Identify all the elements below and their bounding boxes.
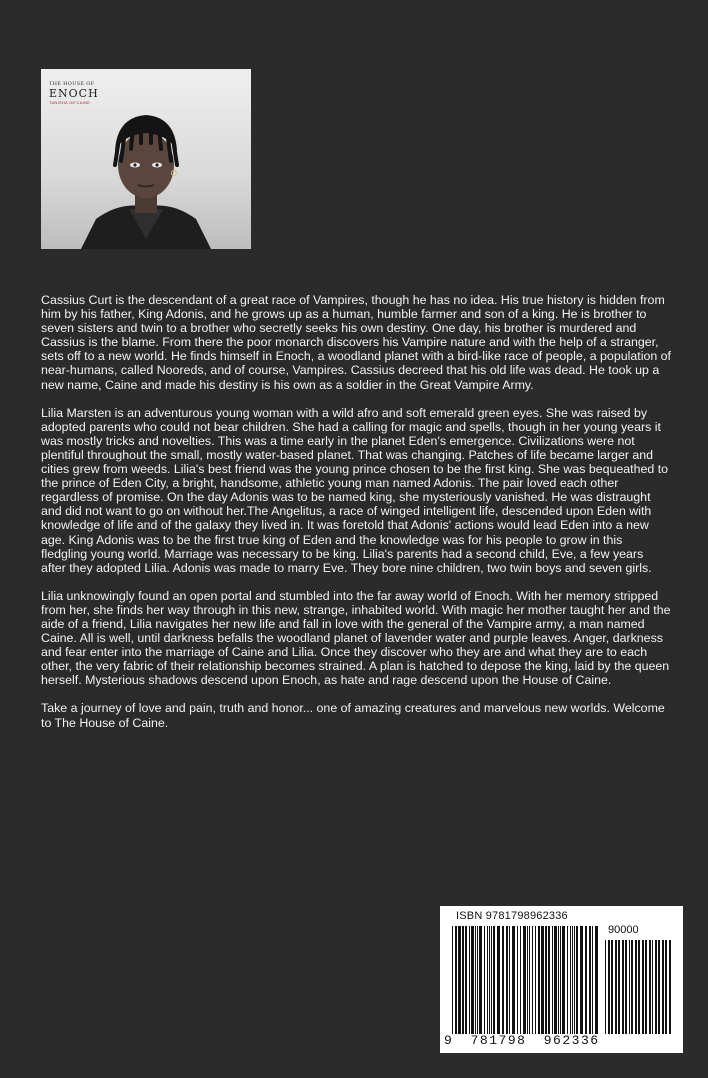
blurb-paragraph: Cassius Curt is the descendant of a great race of Vampires, though he has no idea. His true history is hidden from him by his father, King Adonis, and he grows up as a human, humble farmer and son of a king. He is brother to seven sisters and twin to a brother who secretly seeks his own destiny. One day, his brother is murdered and Cassius is the blame. From there the poor monarch discovers his Vampire nature and with the help of a stranger, sets off to a new world. He finds himself in Enoch, a woodland planet with a bird-like race of people, a population of near-humans, called Nooreds, and of course, Vampires. Cassius decreed that his old life was dead. He took up a new name, Caine and made his destiny is his own as a soldier in the Great Vampire Army. (41, 293, 671, 392)
cover-author: TANISHA DE'CAINE (49, 100, 91, 105)
book-blurb (41, 293, 671, 744)
barcode-digits (444, 1033, 608, 1048)
cover-series-line: THE HOUSE OF (49, 81, 95, 87)
price-code: 90000 (608, 924, 639, 936)
blurb-paragraph: Take a journey of love and pain, truth and honor... one of amazing creatures and marvelous new worlds. Welcome to The House of Caine. (41, 701, 665, 730)
cover-thumbnail (41, 69, 251, 249)
isbn-label: ISBN 9781798962336 (456, 910, 568, 922)
barcode-digit-group: 781798 (470, 1033, 527, 1048)
barcode-digit-group: 9 (444, 1033, 454, 1048)
barcode-digit-group: 962336 (543, 1033, 600, 1048)
blurb-paragraph: Lilia Marsten is an adventurous young woman with a wild afro and soft emerald green eyes. She was raised by adopted parents who could not bear children. She had a calling for magic and spells, though in her young years it was mostly tricks and novelties. This was a time early in the planet Eden's emergence. Civilizations were not plentiful throughout the small, mostly water-based planet. That was changing. Patches of life became larger and cities grew from weeds. Lilia's best friend was the young prince chosen to be the first king. She was bequeathed to the prince of Eden City, a bright, handsome, athletic young man named Adonis. The pair loved each other regardless of promise. On the day Adonis was to be named king, she mysteriously vanished. He was distraught and did not want to go on without her.The Angelitus, a race of winged intelligent life, descended upon Eden with knowledge of life and of the galaxy they lived in. It was foretold that Adonis' actions would lead Eden into a new age. King Adonis was to be the first true king of Eden and the knowledge was for his people to grow in this fledgling young world. Marriage was necessary to be king. Lilia's parents had a second child, Eve, a few years after they adopted Lilia. Adonis was made to marry Eve. They bore nine children, two twin boys and seven girls. (41, 405, 669, 575)
blurb-paragraph: Lilia unknowingly found an open portal and stumbled into the far away world of Enoch. With her memory stripped from her, she finds her way through in this new, strange, inhabited world. With magic her mother taught her and the aide of a friend, Lilia navigates her new life and fall in love with the general of the Vampire army, a man named Caine. All is well, until darkness befalls the woodland planet of lavender water and purple leaves. Anger, darkness and fear enter into the marriage of Caine and Lilia. Once they discover who they are and what they are to each other, the very fabric of their relationship becomes strained. A plan is hatched to depose the king, laid by the queen herself. Mysterious shadows descend upon Enoch, as hate and rage descend upon the House of Caine. (41, 588, 671, 688)
isbn-barcode (440, 906, 683, 1053)
ean-barcode-bars (452, 926, 602, 1034)
cover-title: ENOCH (49, 87, 99, 100)
price-barcode-bars (605, 940, 673, 1034)
